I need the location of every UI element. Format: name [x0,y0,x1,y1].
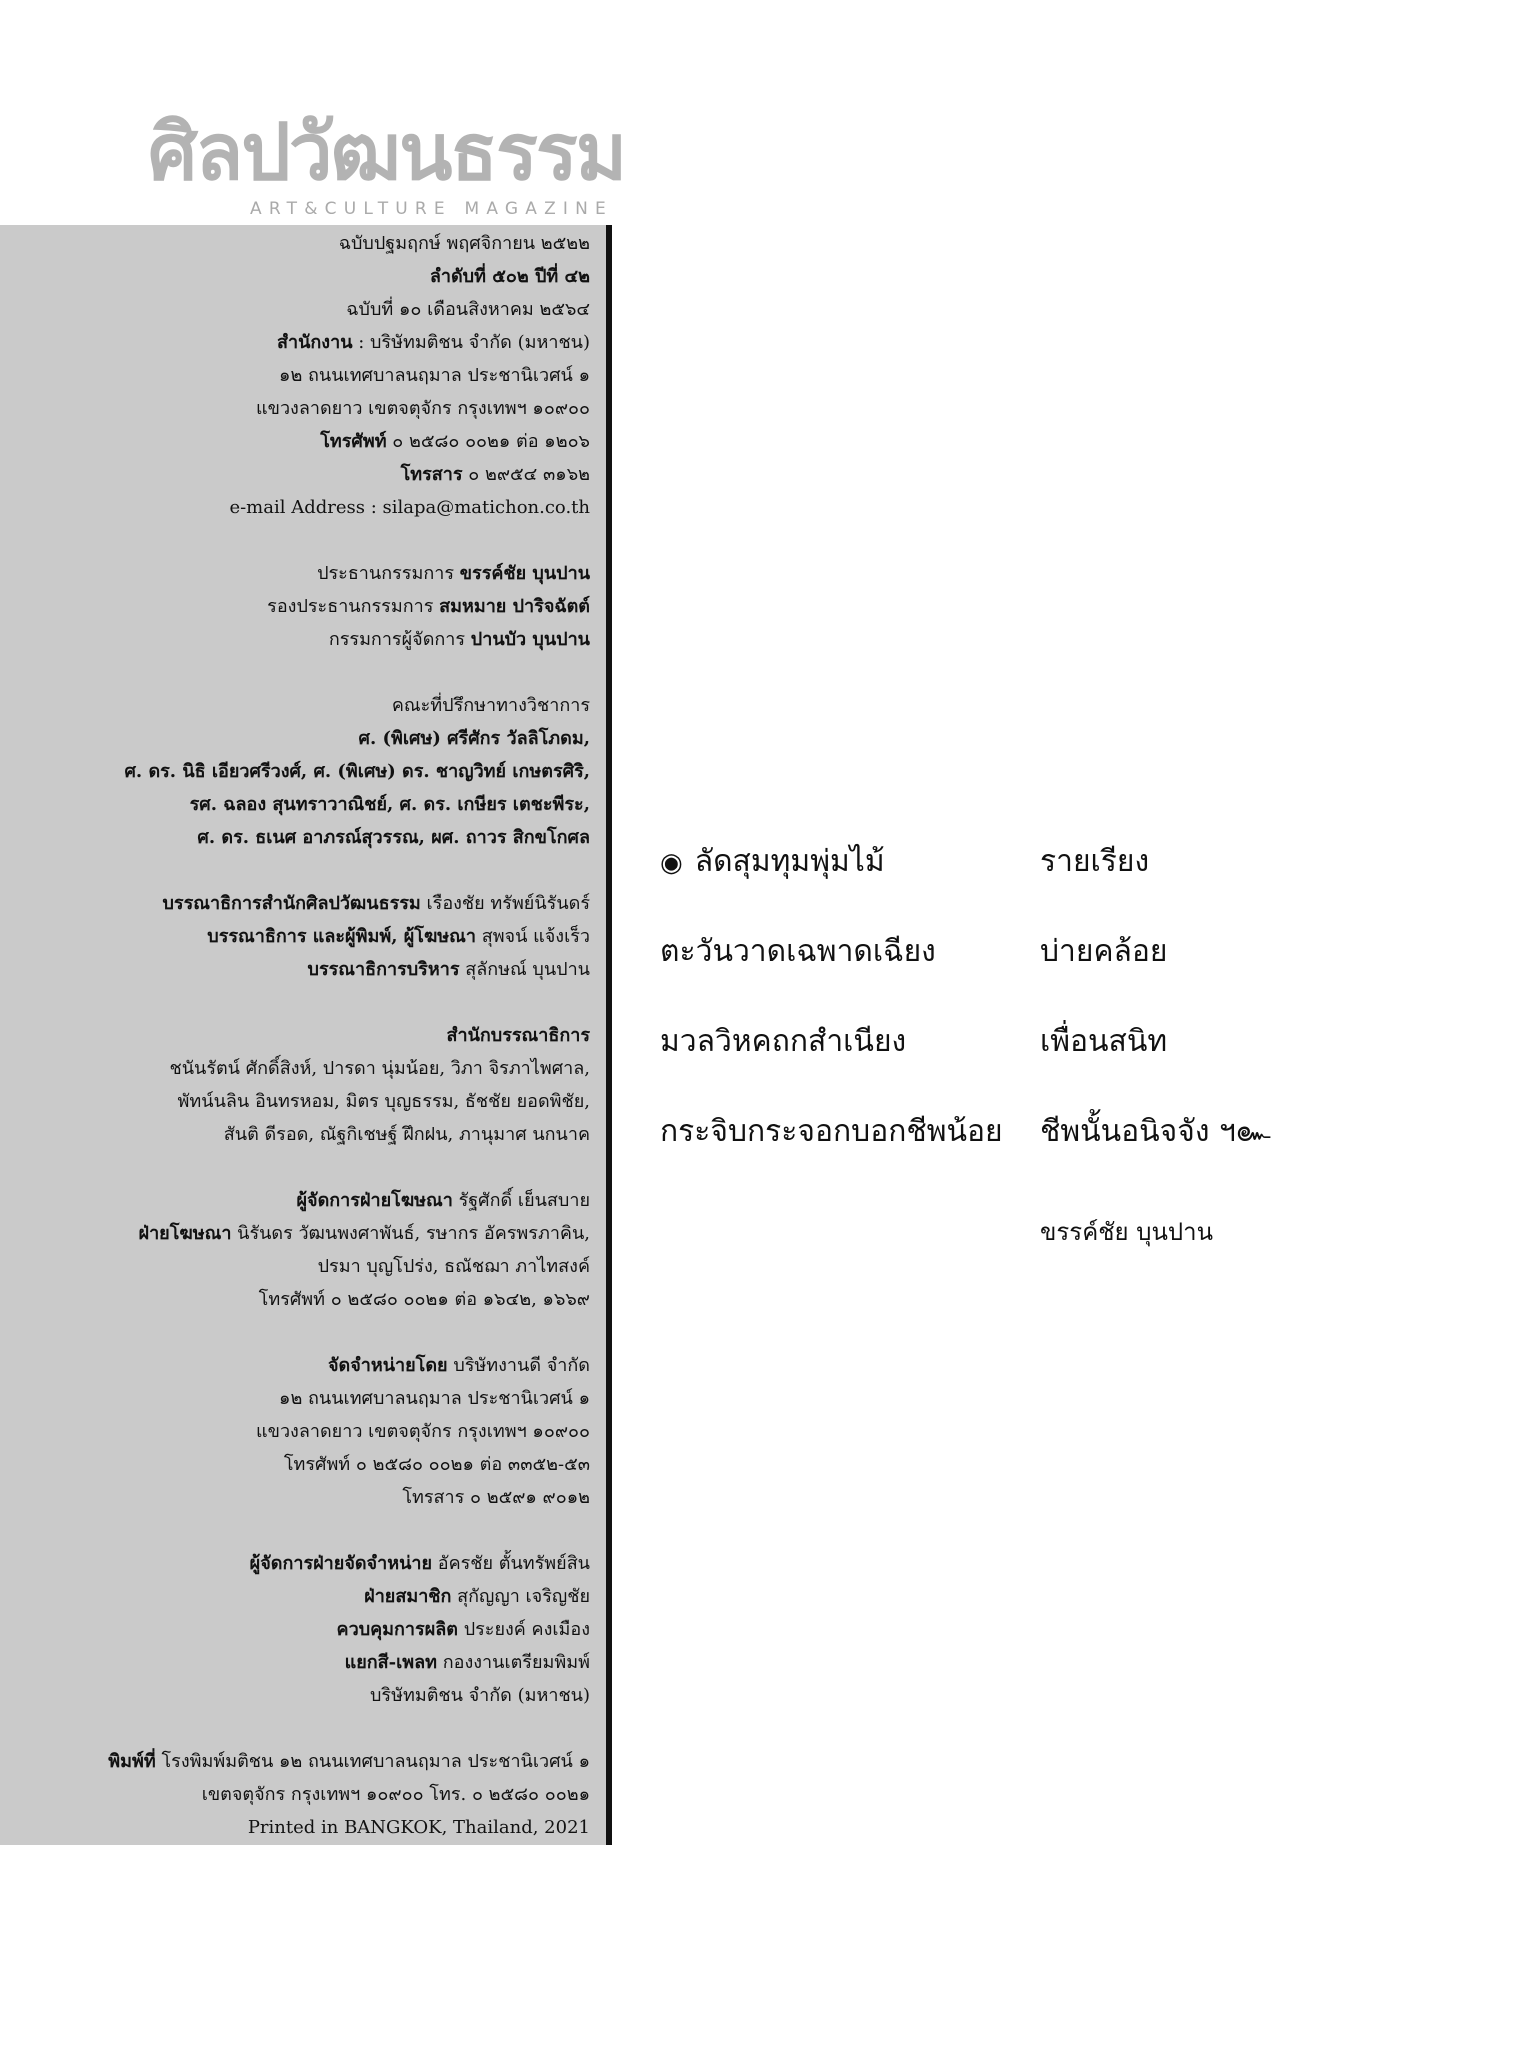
colophon-line [0,920,590,953]
poem-line-second-half: เพื่อนสนิท [1040,1024,1168,1059]
colophon-label: แยกสี-เพลท [344,1652,438,1673]
colophon-line [0,425,590,458]
poem-line [660,840,1480,884]
poem-line-second-half: บ่ายคล้อย [1040,934,1168,969]
colophon-value: เรืองชัย ทรัพย์นิรันดร์ [420,893,590,914]
colophon-line [0,953,590,986]
poem-line-first-half: กระจิบกระจอกบอกชีพน้อย [660,1114,1003,1149]
colophon-value: ๑๒ ถนนเทศบาลนฤมาล ประชานิเวศน์ ๑ [279,365,590,386]
colophon-line [0,1052,590,1085]
colophon-value: นิรันดร วัฒนพงศาพันธ์, รษากร อัครพรภาคิน, [231,1223,590,1244]
colophon-value: ปรมา บุญโปร่ง, ธณัชฌา ภาไทสงค์ [317,1256,590,1277]
colophon-value: ชนันรัตน์ ศักดิ์สิงห์, ปารดา นุ่มน้อย, วิภา จิรภาไพศาล, [169,1058,590,1079]
poem-bullet-icon: ◉ [660,848,683,878]
poem-line-second-half: รายเรียง [1040,844,1150,879]
colophon-line [0,623,590,656]
colophon-line [0,1283,590,1316]
colophon-value: โทรสาร ๐ ๒๕๙๑ ๙๐๑๒ [402,1487,590,1508]
colophon-label: สำนักบรรณาธิการ [446,1025,590,1046]
colophon-value: อัครชัย ตั้นทรัพย์สิน [432,1553,590,1574]
colophon-label: บรรณาธิการ และผู้พิมพ์, ผู้โฆษณา [207,926,476,947]
colophon-value: ประยงค์ คงเมือง [457,1619,590,1640]
colophon-label: สำนักงาน [277,332,353,353]
colophon-value: สุกัญญา เจริญชัย [451,1586,590,1607]
colophon-line [0,227,590,260]
poem-line-first-half: ตะวันวาดเฉพาดเฉียง [660,934,936,969]
section-gap [0,1712,590,1745]
colophon-line [0,1250,590,1283]
colophon-line [0,1811,590,1844]
colophon-value: ๐ ๒๕๘๐ ๐๐๒๑ ต่อ ๑๒๐๖ [386,431,590,452]
poem-line [660,1020,1480,1064]
colophon-value: ๐ ๒๙๕๔ ๓๑๖๒ [462,464,590,485]
colophon-value: รัฐศักดิ์ เย็นสบาย [452,1190,590,1211]
colophon-line [0,821,590,854]
colophon-value: ฉบับปฐมฤกษ์ พฤศจิกายน ๒๕๒๒ [338,233,590,254]
colophon-value: สุลักษณ์ บุนปาน [459,959,590,980]
colophon-label: ศ. ดร. ธเนศ อาภรณ์สุวรรณ, ผศ. ถาวร สิกขโกศล [197,827,590,848]
colophon-label: โทรศัพท์ [320,431,387,452]
magazine-logo-title: ศิลปวัฒนธรรม [148,108,626,198]
poem-line-second-half: ชีพนั้นอนิจจัง ฯ๛ [1040,1114,1271,1149]
colophon-value: Printed in BANGKOK, Thailand, 2021 [247,1817,590,1838]
colophon-label: บรรณาธิการสำนักศิลปวัฒนธรรม [162,893,421,914]
colophon-label: รศ. ฉลอง สุนทราวาณิชย์, ศ. ดร. เกษียร เตชะพีระ, [189,794,590,815]
colophon-label: พิมพ์ที่ [108,1751,156,1772]
section-gap [0,1151,590,1184]
colophon-value: ประธานกรรมการ [317,563,460,584]
magazine-logo-subtitle: ART&CULTURE MAGAZINE [250,199,613,219]
poem-text: ลัดสุมทุมพุ่มไม้ [694,844,885,879]
colophon-value: e-mail Address : silapa@matichon.co.th [229,497,590,518]
colophon-line [0,722,590,755]
colophon-text [0,227,590,1844]
colophon-value: ๑๒ ถนนเทศบาลนฤมาล ประชานิเวศน์ ๑ [279,1388,590,1409]
colophon-value: : บริษัทมติชน จำกัด (มหาชน) [352,332,590,353]
colophon-value: คณะที่ปรึกษาทางวิชาการ [391,695,590,716]
colophon-label: จัดจำหน่ายโดย [327,1355,448,1376]
colophon-value: เขตจตุจักร กรุงเทพฯ ๑๐๙๐๐ โทร. ๐ ๒๕๘๐ ๐๐๒๑ [201,1784,590,1805]
poem-line-first-half: มวลวิหคถกสำเนียง [660,1024,907,1059]
colophon-line [0,1646,590,1679]
poem-line-first-half [660,840,885,885]
colophon-line [0,689,590,722]
colophon-label: ฝ่ายโฆษณา [138,1223,232,1244]
colophon-line [0,326,590,359]
section-gap [0,1316,590,1349]
colophon-label: ขรรค์ชัย บุนปาน [459,563,590,584]
colophon-line [0,1481,590,1514]
colophon-label: ปานบัว บุนปาน [470,629,590,650]
colophon-label: ศ. (พิเศษ) ศรีศักร วัลลิโภดม, [358,728,590,749]
colophon-label: ศ. ดร. นิธิ เอียวศรีวงศ์, ศ. (พิเศษ) ดร. ชาญวิทย์ เกษตรศิริ, [124,761,590,782]
colophon-value: บริษัทมติชน จำกัด (มหาชน) [370,1685,590,1706]
colophon-line [0,491,590,524]
colophon-panel [0,225,612,1845]
colophon-value: บริษัทงานดี จำกัด [447,1355,590,1376]
poem-line [660,930,1480,974]
colophon-line [0,1349,590,1382]
colophon-line [0,359,590,392]
section-gap [0,1514,590,1547]
colophon-line [0,1580,590,1613]
masthead [0,105,626,223]
colophon-line [0,1217,590,1250]
colophon-label: ควบคุมการผลิต [336,1619,458,1640]
colophon-line [0,1085,590,1118]
colophon-label: ฝ่ายสมาชิก [364,1586,452,1607]
colophon-line [0,293,590,326]
colophon-line [0,1679,590,1712]
colophon-line [0,1448,590,1481]
colophon-label: ลำดับที่ ๕๐๒ ปีที่ ๔๒ [429,266,590,287]
section-gap [0,656,590,689]
section-gap [0,986,590,1019]
colophon-label: บรรณาธิการบริหาร [307,959,460,980]
colophon-value: กรรมการผู้จัดการ [328,629,471,650]
colophon-line [0,1019,590,1052]
colophon-line [0,392,590,425]
colophon-line [0,755,590,788]
colophon-label: ผู้จัดการฝ่ายจัดจำหน่าย [249,1553,433,1574]
colophon-value: สันติ ดีรอด, ณัฐกิเชษฐ์ ฝึกฝน, ภานุมาศ นกนาค [223,1124,590,1145]
colophon-value: พัทน์นลิน อินทรหอม, มิตร บุญธรรม, ธัชชัย ยอดพิชัย, [177,1091,590,1112]
colophon-line [0,260,590,293]
colophon-line [0,557,590,590]
colophon-line [0,1547,590,1580]
colophon-line [0,458,590,491]
colophon-line [0,590,590,623]
colophon-label: สมหมาย ปาริจฉัตต์ [439,596,590,617]
colophon-value: รองประธานกรรมการ [267,596,440,617]
colophon-value: ฉบับที่ ๑๐ เดือนสิงหาคม ๒๕๖๔ [346,299,590,320]
colophon-line [0,1382,590,1415]
section-gap [0,854,590,887]
colophon-value: โทรศัพท์ ๐ ๒๕๘๐ ๐๐๒๑ ต่อ ๑๖๔๒, ๑๖๖๙ [258,1289,590,1310]
colophon-line [0,887,590,920]
colophon-line [0,1184,590,1217]
colophon-line [0,1745,590,1778]
poem-author: ขรรค์ชัย บุนปาน [1040,1218,1213,1246]
colophon-value: สุพจน์ แจ้งเร็ว [475,926,590,947]
colophon-value: โทรศัพท์ ๐ ๒๕๘๐ ๐๐๒๑ ต่อ ๓๓๕๒-๕๓ [283,1454,590,1475]
colophon-line [0,1415,590,1448]
colophon-line [0,788,590,821]
colophon-value: แขวงลาดยาว เขตจตุจักร กรุงเทพฯ ๑๐๙๐๐ [256,1421,590,1442]
colophon-value: แขวงลาดยาว เขตจตุจักร กรุงเทพฯ ๑๐๙๐๐ [256,398,590,419]
poem-line [660,1110,1480,1154]
section-gap [0,524,590,557]
colophon-line [0,1778,590,1811]
colophon-label: โทรสาร [400,464,463,485]
colophon-label: ผู้จัดการฝ่ายโฆษณา [296,1190,453,1211]
colophon-value: กองงานเตรียมพิมพ์ [437,1652,590,1673]
colophon-value: โรงพิมพ์มติชน ๑๒ ถนนเทศบาลนฤมาล ประชานิเวศน์ ๑ [155,1751,590,1772]
colophon-line [0,1613,590,1646]
colophon-line [0,1118,590,1151]
